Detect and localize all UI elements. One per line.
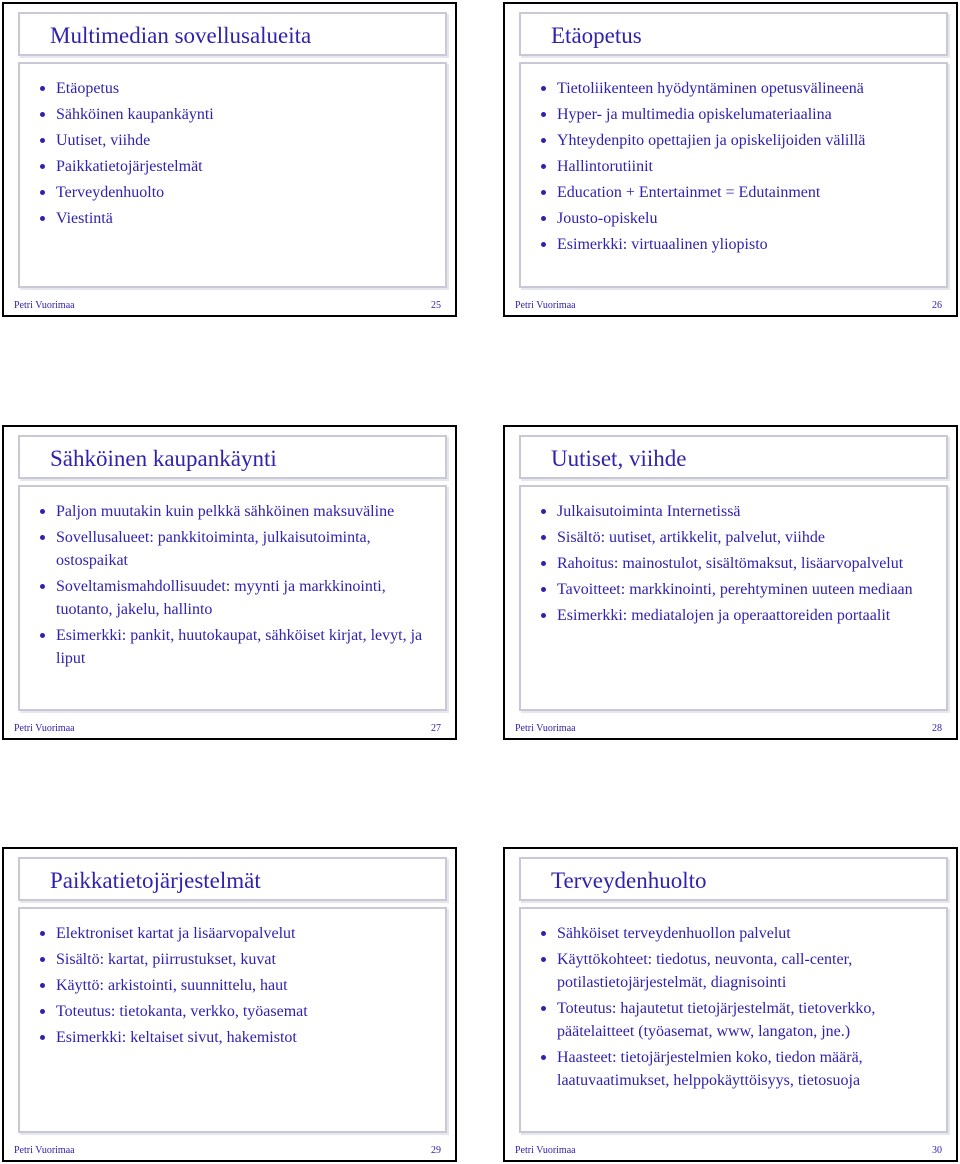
- slide-content-box: [18, 907, 447, 1133]
- bullet-item: Esimerkki: mediatalojen ja operaattoreiden portaalit: [541, 604, 938, 627]
- bullet-icon: [40, 190, 45, 195]
- bullet-icon: [541, 1055, 546, 1060]
- bullet-icon: [40, 633, 45, 638]
- bullet-item: Terveydenhuolto: [40, 181, 437, 204]
- bullet-icon: [40, 535, 45, 540]
- slide-content-box: [519, 485, 948, 711]
- bullet-item: Sähköiset terveydenhuollon palvelut: [541, 922, 938, 945]
- slide-title: Terveydenhuolto: [551, 868, 707, 893]
- page-number: 30: [932, 1145, 942, 1156]
- bullet-icon: [40, 983, 45, 988]
- bullet-item: Jousto-opiskelu: [541, 207, 938, 230]
- bullet-item: Sisältö: kartat, piirrustukset, kuvat: [40, 948, 437, 971]
- bullet-item: Käyttö: arkistointi, suunnittelu, haut: [40, 974, 437, 997]
- bullet-list: [40, 77, 437, 233]
- footer-author: Petri Vuorimaa: [14, 723, 75, 734]
- bullet-icon: [40, 509, 45, 514]
- footer-author: Petri Vuorimaa: [515, 300, 576, 311]
- bullet-icon: [541, 164, 546, 169]
- bullet-icon: [40, 138, 45, 143]
- bullet-item: Esimerkki: keltaiset sivut, hakemistot: [40, 1026, 437, 1049]
- bullet-item: Education + Entertainmet = Edutainment: [541, 181, 938, 204]
- slide-title-box: [519, 857, 948, 901]
- bullet-icon: [541, 613, 546, 618]
- slide-title: Uutiset, viihde: [551, 446, 687, 471]
- bullet-icon: [40, 112, 45, 117]
- bullet-list: [541, 500, 938, 630]
- bullet-icon: [541, 561, 546, 566]
- slide-26: [503, 2, 958, 317]
- bullet-item: Esimerkki: virtuaalinen yliopisto: [541, 233, 938, 256]
- slide-title: Paikkatietojärjestelmät: [50, 868, 261, 893]
- slide-content-box: [519, 62, 948, 288]
- slide-title: Multimedian sovellusalueita: [50, 23, 312, 48]
- bullet-item: Tietoliikenteen hyödyntäminen opetusvälineenä: [541, 77, 938, 100]
- slide-content-box: [519, 907, 948, 1133]
- bullet-item: Toteutus: tietokanta, verkko, työasemat: [40, 1000, 437, 1023]
- bullet-icon: [541, 138, 546, 143]
- slide-29: [2, 847, 457, 1162]
- bullet-item: Toteutus: hajautetut tietojärjestelmät, tietoverkko, päätelaitteet (työasemat, www, langaton, jne.): [541, 997, 938, 1043]
- bullet-icon: [541, 509, 546, 514]
- slide-27: [2, 425, 457, 740]
- slide-title-box: [18, 435, 447, 479]
- bullet-item: Rahoitus: mainostulot, sisältömaksut, lisäarvopalvelut: [541, 552, 938, 575]
- page-number: 28: [932, 723, 942, 734]
- footer-author: Petri Vuorimaa: [14, 300, 75, 311]
- bullet-icon: [40, 931, 45, 936]
- page-number: 25: [431, 300, 441, 311]
- page-number: 26: [932, 300, 942, 311]
- slide-28: [503, 425, 958, 740]
- bullet-item: Julkaisutoiminta Internetissä: [541, 500, 938, 523]
- footer-author: Petri Vuorimaa: [14, 1145, 75, 1156]
- bullet-icon: [40, 584, 45, 589]
- bullet-item: Sisältö: uutiset, artikkelit, palvelut, viihde: [541, 526, 938, 549]
- slide-title-box: [18, 12, 447, 56]
- bullet-item: Käyttökohteet: tiedotus, neuvonta, call-center, potilastietojärjestelmät, diagnisointi: [541, 948, 938, 994]
- page-number: 29: [431, 1145, 441, 1156]
- footer-author: Petri Vuorimaa: [515, 1145, 576, 1156]
- page-number: 27: [431, 723, 441, 734]
- bullet-icon: [541, 86, 546, 91]
- slide-content-box: [18, 485, 447, 711]
- bullet-icon: [541, 190, 546, 195]
- bullet-item: Hallintorutiinit: [541, 155, 938, 178]
- slide-30: [503, 847, 958, 1162]
- bullet-item: Haasteet: tietojärjestelmien koko, tiedon määrä, laatuvaatimukset, helppokäyttöisyys, tietosuoja: [541, 1046, 938, 1092]
- slide-content-box: [18, 62, 447, 288]
- slide-title-box: [18, 857, 447, 901]
- bullet-item: Sähköinen kaupankäynti: [40, 103, 437, 126]
- slide-title: Etäopetus: [551, 23, 642, 48]
- bullet-item: Yhteydenpito opettajien ja opiskelijoiden välillä: [541, 129, 938, 152]
- bullet-list: [541, 77, 938, 259]
- bullet-item: Hyper- ja multimedia opiskelumateriaalina: [541, 103, 938, 126]
- bullet-item: Soveltamismahdollisuudet: myynti ja markkinointi, tuotanto, jakelu, hallinto: [40, 575, 437, 621]
- bullet-icon: [40, 957, 45, 962]
- bullet-item: Paikkatietojärjestelmät: [40, 155, 437, 178]
- bullet-item: Esimerkki: pankit, huutokaupat, sähköiset kirjat, levyt, ja liput: [40, 624, 437, 670]
- bullet-list: [40, 500, 437, 673]
- bullet-item: Tavoitteet: markkinointi, perehtyminen uuteen mediaan: [541, 578, 938, 601]
- bullet-icon: [541, 112, 546, 117]
- bullet-icon: [40, 1035, 45, 1040]
- bullet-icon: [541, 1006, 546, 1011]
- bullet-item: Paljon muutakin kuin pelkkä sähköinen maksuväline: [40, 500, 437, 523]
- bullet-icon: [541, 242, 546, 247]
- bullet-icon: [40, 1009, 45, 1014]
- bullet-icon: [541, 216, 546, 221]
- slide-title-box: [519, 12, 948, 56]
- bullet-item: Uutiset, viihde: [40, 129, 437, 152]
- bullet-icon: [541, 587, 546, 592]
- bullet-icon: [40, 86, 45, 91]
- bullet-icon: [541, 931, 546, 936]
- slide-25: [2, 2, 457, 317]
- bullet-icon: [40, 216, 45, 221]
- bullet-icon: [40, 164, 45, 169]
- bullet-icon: [541, 535, 546, 540]
- bullet-list: [40, 922, 437, 1052]
- bullet-list: [541, 922, 938, 1095]
- slide-title: Sähköinen kaupankäynti: [50, 446, 277, 471]
- bullet-item: Sovellusalueet: pankkitoiminta, julkaisutoiminta, ostospaikat: [40, 526, 437, 572]
- bullet-item: Etäopetus: [40, 77, 437, 100]
- bullet-item: Elektroniset kartat ja lisäarvopalvelut: [40, 922, 437, 945]
- bullet-item: Viestintä: [40, 207, 437, 230]
- slide-title-box: [519, 435, 948, 479]
- footer-author: Petri Vuorimaa: [515, 723, 576, 734]
- bullet-icon: [541, 957, 546, 962]
